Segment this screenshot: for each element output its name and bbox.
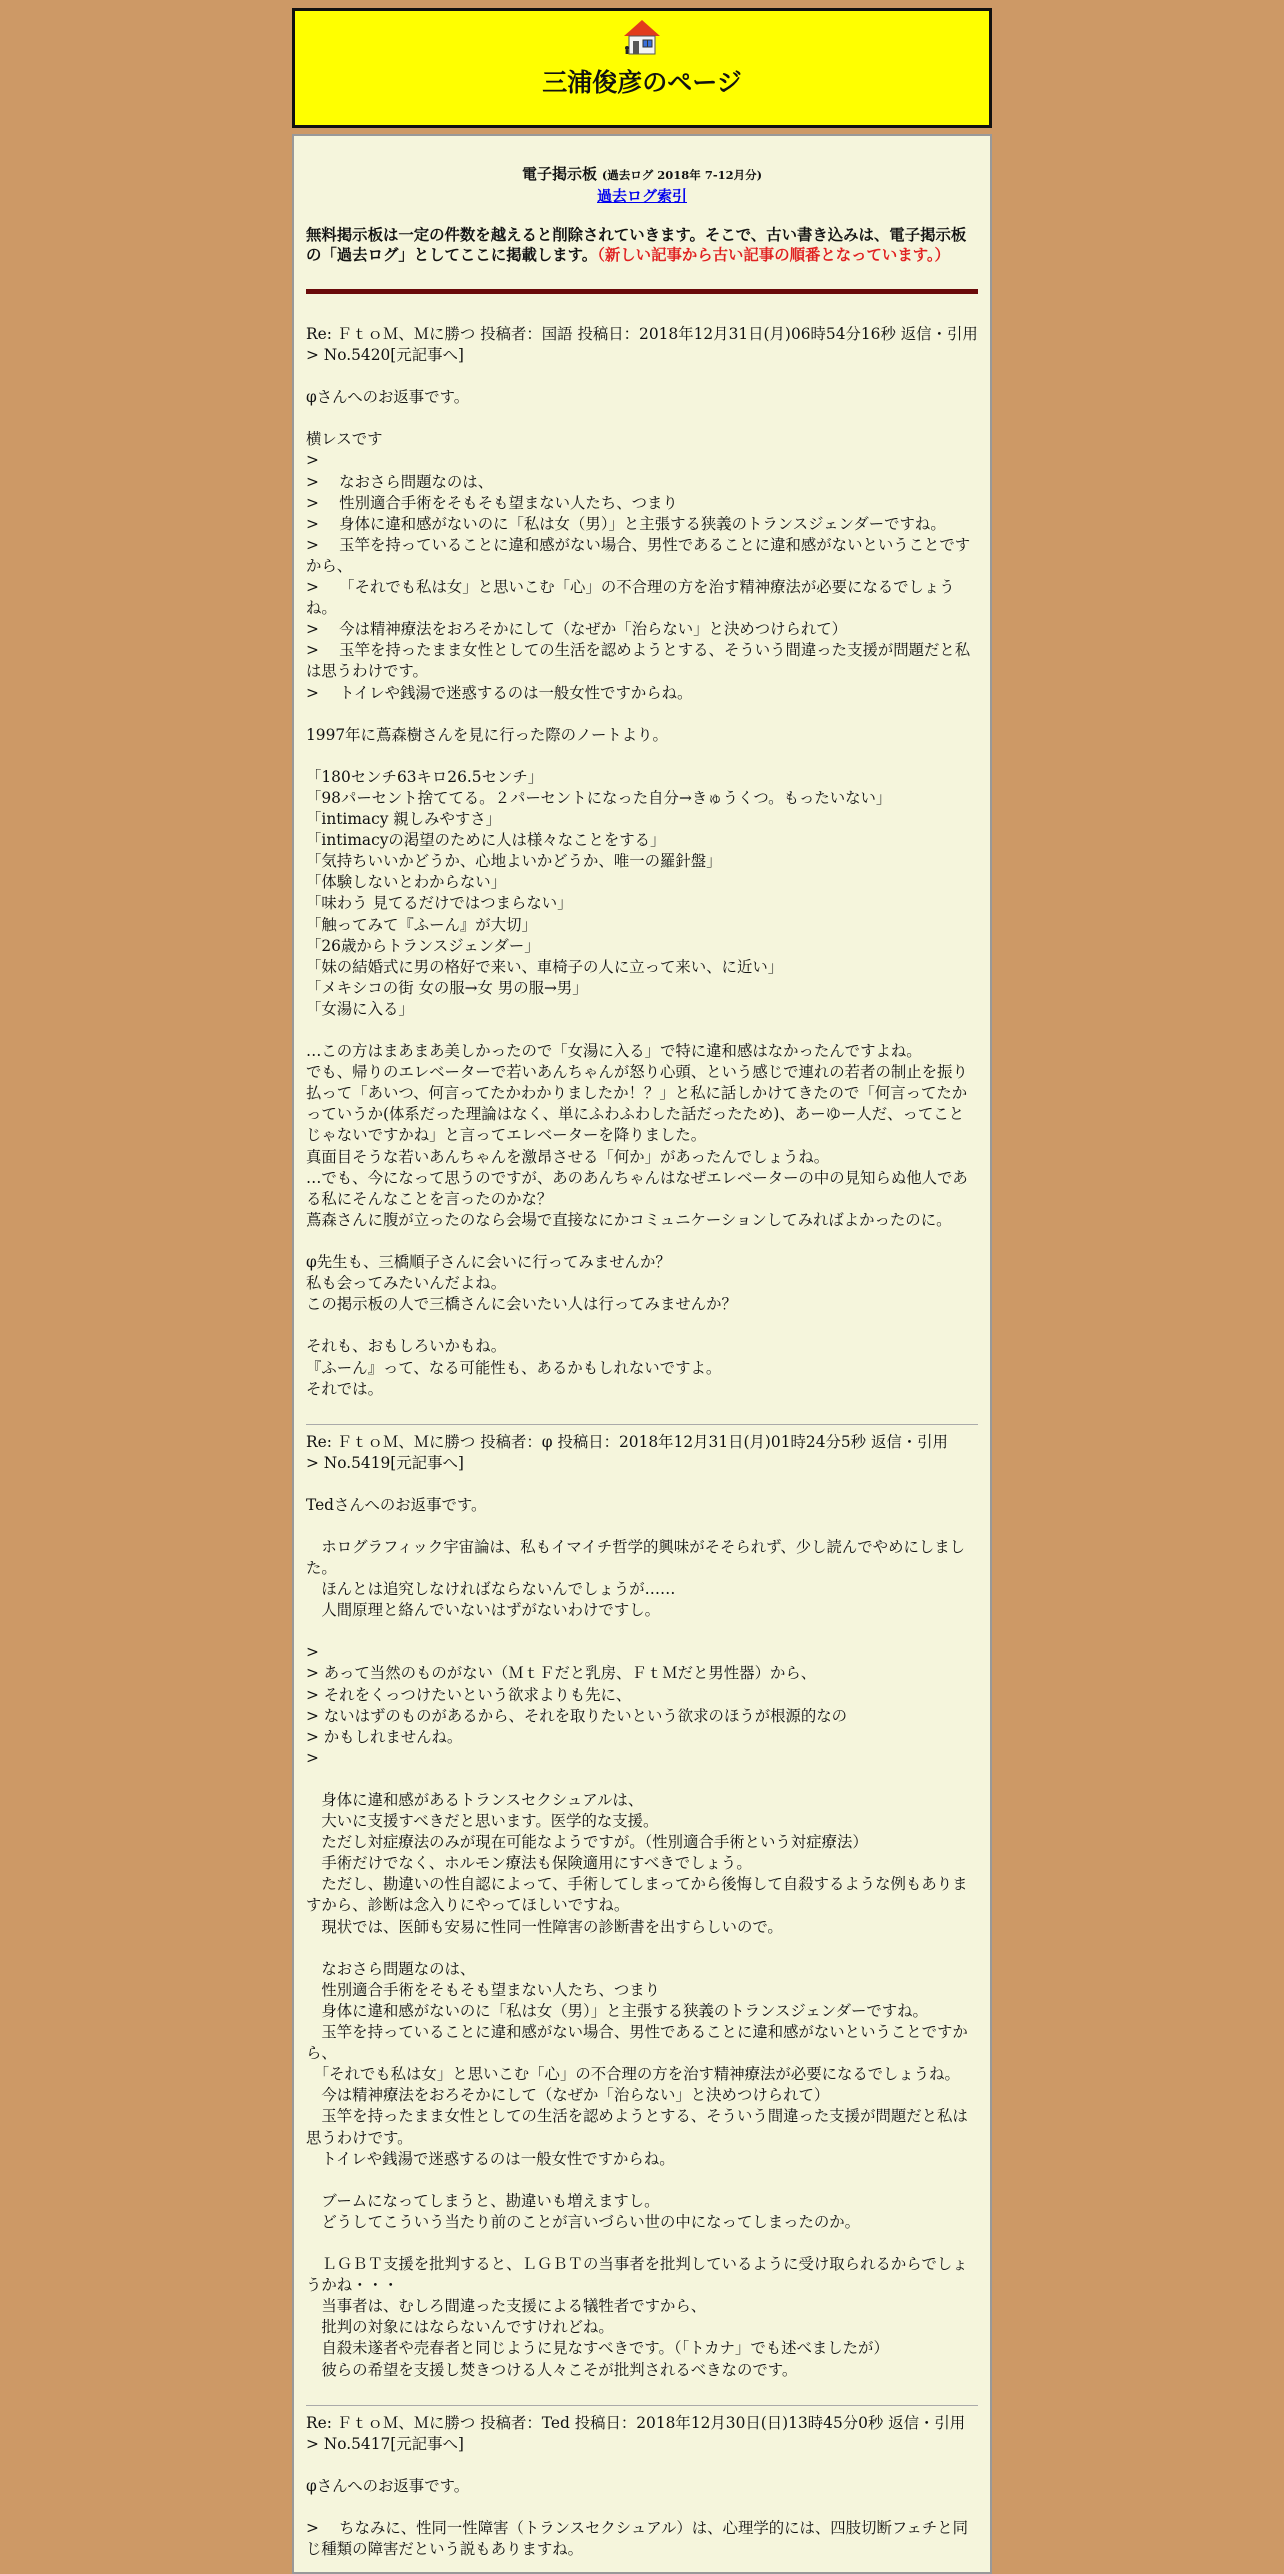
post-header [306, 2413, 978, 2455]
main-content [292, 134, 992, 2574]
divider [306, 289, 978, 294]
post-separator [306, 2405, 978, 2406]
site-header [292, 8, 992, 128]
original-post-link[interactable]: > No.5417[元記事へ] [306, 2434, 464, 2453]
post-date: 投稿日：2018年12月30日(日)13時45分0秒 [574, 2413, 884, 2432]
archive-index-link[interactable]: 過去ログ索引 [596, 187, 687, 206]
post-body: φさんへのお返事です。 > ちなみに、性同一性障害（トランスセクシュアル）は、心理学的には、四肢切断フェチと同じ種類の障害だという説もありますね。 [306, 2476, 969, 2558]
site-title: 三浦俊彦のページ [542, 68, 742, 97]
post [306, 324, 978, 1400]
intro-text: 無料掲示板は一定の件数を越えると削除されていきます。そこで、古い書き込みは、電子掲示板の「過去ログ」としてここに掲載します。 [306, 226, 967, 265]
post-body: φさんへのお返事です。 横レスです > > なおさら問題なのは、 > 性別適合手術をそもそも望まない人たち、つまり > 身体に違和感がないのに「私は女（男）」と主張する狭義のトランスジェンダーですね。 > 玉竿を持っていることに違和感がない場合、男性であることに違和感がないということですから、 > 「それでも私は女」と思いこむ「心」の不合理の方を治す精神療法が必要になるでしょうね。 > 今は精神療法をおろそかにして（なぜか「治らない」と決めつけられて） > 玉竿を持ったまま女性としての生活を認めようとする、そういう間違った支援が問題だと私は思うわけです。 > トイレや銭湯で迷惑するのは一般女性ですからね。 1997年に蔦森樹さんを見に行った際のノートより。 「180センチ63キロ26.5センチ」 「98パーセント捨ててる。２パーセントになった自分→きゅうくつ。もったいない」 「intimacy 親しみやすさ」 「intimacyの渇望のために人は様々なことをする」 「気持ちいいかどうか、心地よいかどうか、唯一の羅針盤」 「体験しないとわからない」 「味わう 見てるだけではつまらない」 「触ってみて『ふーん』が大切」 「26歳からトランスジェンダー」 「妹の結婚式に男の格好で来い、車椅子の人に立って来い、に近い」 「メキシコの街 女の服→女 男の服→男」 「女湯に入る」 …この方はまあまあ美しかったので「女湯に入る」で特に違和感はなかったんですよね。 でも、帰りのエレベーターで若いあんちゃんが怒り心頭、という感じで連れの若者の制止を振り払って「あいつ、何言ってたかわかりましたか！？」と私に話しかけてきたので「何言ってたかっていうか(体系だった理論はなく、単にふわふわした話だったため)、あーゆー人だ、ってことじゃないですかね」と言ってエレベーターを降りました。 真面目そうな若いあんちゃんを激昂させる「何か」があったんでしょうね。 …でも、今になって思うのですが、あのあんちゃんはなぜエレベーターの中の見知らぬ他人である私にそんなことを言ったのかな？ 蔦森さんに腹が立ったのなら会場で直接なにかコミュニケーションしてみればよかったのに。 φ先生も、三橋順子さんに会いに行ってみませんか？ 私も会ってみたいんだよね。 この掲示板の人で三橋さんに会いたい人は行ってみませんか？ それも、おもしろいかもね。 『ふーん』って、なる可能性も、あるかもしれないですよ。 それでは。 [306, 388, 971, 1398]
post-separator [306, 1424, 978, 1425]
post-header [306, 1432, 978, 1474]
post-author: 投稿者：Ted [480, 2413, 570, 2432]
post [306, 2413, 978, 2560]
post-author: 投稿者：φ [480, 1432, 553, 1451]
post-header [306, 324, 978, 366]
board-header [306, 164, 978, 207]
original-post-link[interactable]: > No.5420[元記事へ] [306, 346, 464, 365]
original-post-link[interactable]: > No.5419[元記事へ] [306, 1453, 464, 1472]
intro-note: （新しい記事から古い記事の順番となっています。） [597, 246, 950, 265]
post-subject: Re: ＦｔｏＭ、Ｍに勝つ [306, 325, 476, 344]
reply-quote-link[interactable]: 返信・引用 [888, 2413, 966, 2432]
post-date: 投稿日：2018年12月31日(月)06時54分16秒 [577, 325, 896, 344]
post-date: 投稿日：2018年12月31日(月)01時24分5秒 [557, 1432, 867, 1451]
post-subject: Re: ＦｔｏＭ、Ｍに勝つ [306, 1432, 476, 1451]
board-title: 電子掲示板 [521, 165, 597, 183]
house-icon[interactable] [622, 17, 662, 57]
post [306, 1432, 978, 2381]
post-subject: Re: ＦｔｏＭ、Ｍに勝つ [306, 2413, 476, 2432]
board-subtitle: (過去ログ 2018年 7-12月分) [601, 168, 763, 182]
reply-quote-link[interactable]: 返信・引用 [900, 325, 978, 344]
post-author: 投稿者：国語 [480, 325, 573, 344]
board-intro [306, 225, 978, 265]
post-body: Tedさんへのお返事です。 ホログラフィック宇宙論は、私もイマイチ哲学的興味がそそられず、少し読んでやめにしました。 ほんとは追究しなければならないんでしょうが…… 人間原理と絡んでいないはずがないわけですし。 > > あって当然のものがない（ＭｔＦだと乳房、ＦｔＭだと男性器）から、 > それをくっつけたいという欲求よりも先に、 > ないはずのものがあるから、それを取りたいという欲求のほうが根源的なの > かもしれませんね。 > 身体に違和感があるトランスセクシュアルは、 大いに支援すべきだと思います。医学的な支援。 ただし対症療法のみが現在可能なようですが。（性別適合手術という対症療法） 手術だけでなく、ホルモン療法も保険適用にすべきでしょう。 ただし、勘違いの性自認によって、手術してしまってから後悔して自殺するような例もありますから、診断は念入りにやってほしいですね。 現状では、医師も安易に性同一性障害の診断書を出すらしいので。 なおさら問題なのは、 性別適合手術をそもそも望まない人たち、つまり 身体に違和感がないのに「私は女（男）」と主張する狭義のトランスジェンダーですね。 玉竿を持っていることに違和感がない場合、男性であることに違和感がないということですから、 「それでも私は女」と思いこむ「心」の不合理の方を治す精神療法が必要になるでしょうね。 今は精神療法をおろそかにして（なぜか「治らない」と決めつけられて） 玉竿を持ったまま女性としての生活を認めようとする、そういう間違った支援が問題だと私は思うわけです。 トイレや銭湯で迷惑するのは一般女性ですからね。 ブームになってしまうと、勘違いも増えますし。 どうしてこういう当たり前のことが言いづらい世の中になってしまったのか。 ＬＧＢＴ支援を批判すると、ＬＧＢＴの当事者を批判しているように受け取られるからでしょうかね・・・ 当事者は、むしろ間違った支援による犠牲者ですから、 批判の対象にはならないんですけれどね。 自殺未遂者や売春者と同じように見なすべきです。（「トカナ」でも述べましたが） 彼らの希望を支援し焚きつける人々こそが批判されるべきなのです。 [306, 1495, 968, 2379]
reply-quote-link[interactable]: 返信・引用 [870, 1432, 948, 1451]
